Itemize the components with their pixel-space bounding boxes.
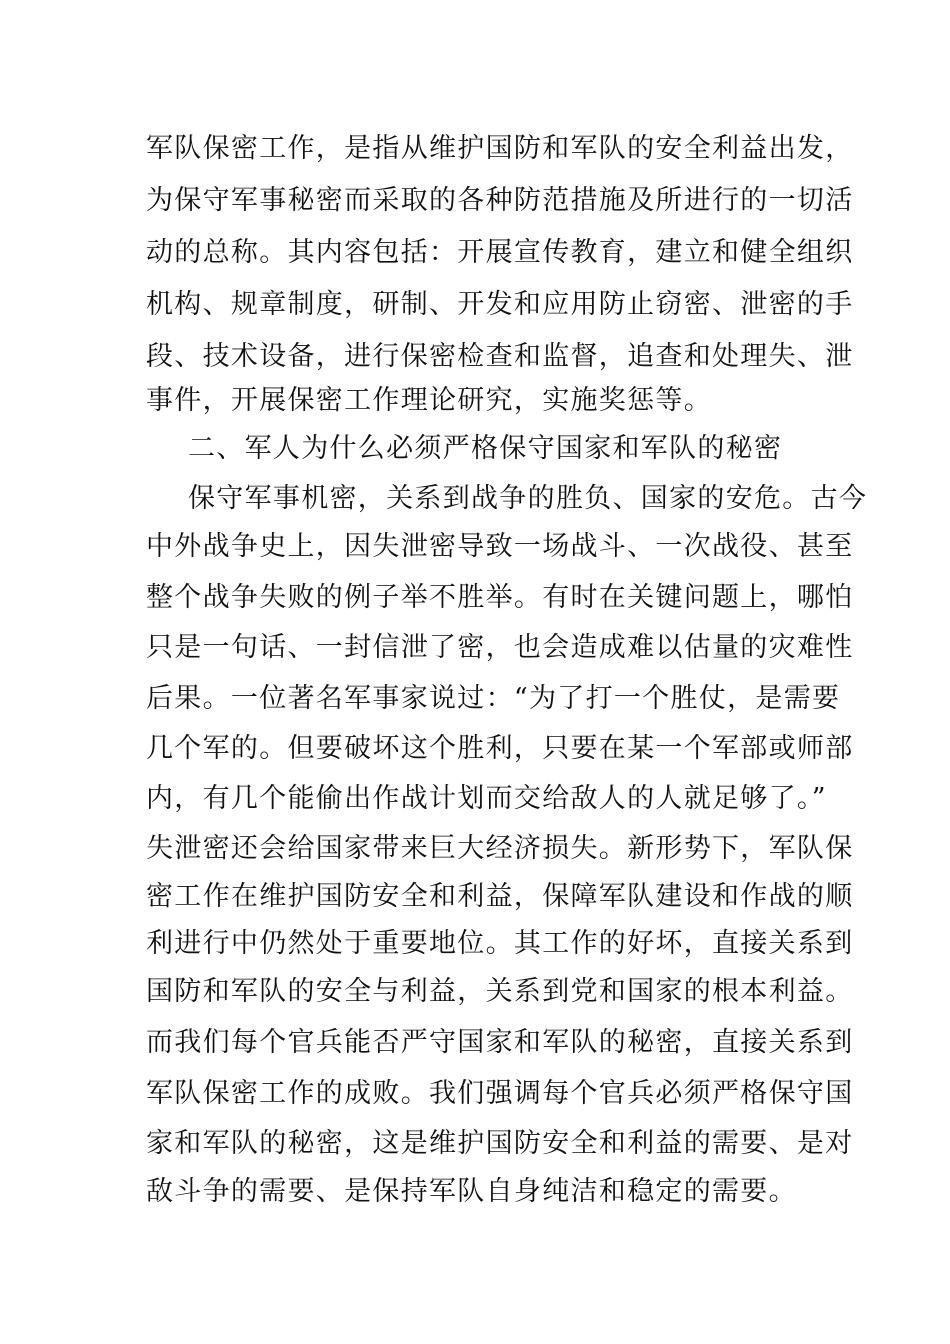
text-line: 几个军的。但要破坏这个胜利，只要在某一个军部或师部	[146, 733, 854, 764]
text-line: 段、技术设备，进行保密检查和监督，追查和处理失、泄	[146, 341, 854, 372]
text-line: 整个战争失败的例子举不胜举。有时在关键问题上，哪怕	[146, 582, 854, 613]
text-line: 国防和军队的安全与利益，关系到党和国家的根本利益。	[146, 976, 854, 1007]
text-line: 只是一句话、一封信泄了密，也会造成难以估量的灾难性	[146, 632, 854, 663]
paragraph-first-line: 保守军事机密，关系到战争的胜负、国家的安危。古今	[188, 483, 868, 514]
text-line: 中外战争史上，因失泄密导致一场战斗、一次战役、甚至	[146, 531, 854, 562]
text-line: 敌斗争的需要、是保持军队自身纯洁和稳定的需要。	[146, 1176, 797, 1207]
text-line: 动的总称。其内容包括：开展宣传教育，建立和健全组织	[146, 237, 854, 268]
text-line: 而我们每个官兵能否严守国家和军队的秘密，直接关系到	[146, 1027, 854, 1058]
text-line: 为保守军事秘密而采取的各种防范措施及所进行的一切活	[146, 185, 854, 216]
text-line: 军队保密工作，是指从维护国防和军队的安全利益出发，	[146, 133, 854, 164]
text-line: 利进行中仍然处于重要地位。其工作的好坏，直接关系到	[146, 928, 854, 959]
text-line: 事件，开展保密工作理论研究，实施奖惩等。	[146, 385, 712, 416]
text-line: 密工作在维护国防安全和利益，保障军队建设和作战的顺	[146, 881, 854, 912]
text-line: 军队保密工作的成败。我们强调每个官兵必须严格保守国	[146, 1078, 854, 1109]
text-line: 内，有几个能偷出作战计划而交给敌人的人就足够了。”	[146, 783, 827, 814]
text-line: 机构、规章制度，研制、开发和应用防止窃密、泄密的手	[146, 289, 854, 320]
section-heading: 二、军人为什么必须严格保守国家和军队的秘密	[188, 433, 783, 464]
text-line: 家和军队的秘密，这是维护国防安全和利益的需要、是对	[146, 1128, 854, 1159]
text-line: 后果。一位著名军事家说过：“为了打一个胜仗，是需要	[146, 683, 841, 714]
text-line: 失泄密还会给国家带来巨大经济损失。新形势下，军队保	[146, 833, 854, 864]
